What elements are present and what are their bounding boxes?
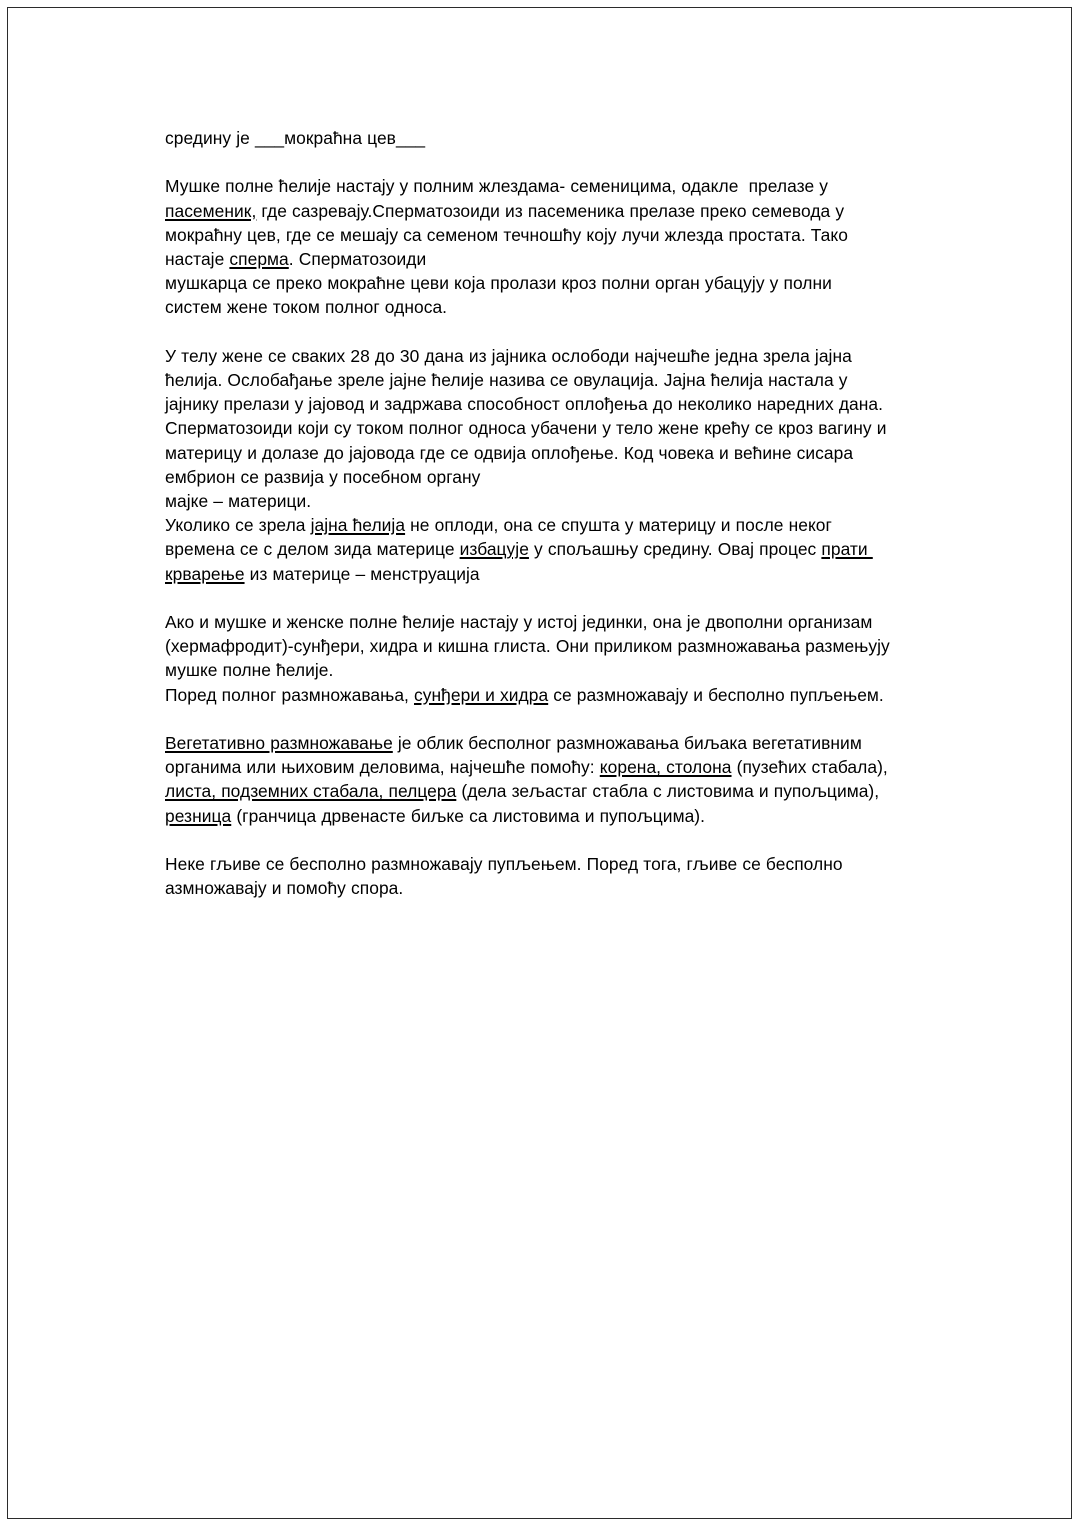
text-run: азмножавају и помоћу спора. bbox=[165, 878, 404, 899]
document-text-body bbox=[165, 126, 940, 900]
text-run: настаје bbox=[165, 249, 230, 269]
text-run: мајке – материци. bbox=[165, 491, 312, 512]
text-line bbox=[165, 416, 940, 440]
text-run: ћелија. Ослобађање зреле јајне ћелије назива се овулација. Јајна ћелија настала у bbox=[165, 370, 848, 390]
text-line bbox=[165, 562, 940, 586]
paragraph-hermaphrodites bbox=[165, 610, 940, 707]
text-line bbox=[165, 683, 940, 707]
text-run: из материце – менструација bbox=[244, 563, 480, 584]
text-line bbox=[165, 392, 940, 416]
text-run: Ако и мушке и женске полне ћелије настају у истој јединки, она је двополни организам bbox=[165, 612, 873, 633]
paragraph-fungi-reproduction bbox=[165, 852, 940, 900]
text-run: мушке полне ћелије. bbox=[165, 660, 334, 681]
text-run: у спољашњу средину. Овај процес bbox=[528, 539, 822, 560]
text-run: (хермафродит)-сунђери, хидра и кишна глиста. Они приликом размножавања размењују bbox=[165, 636, 890, 657]
underlined-term: крварење bbox=[165, 563, 245, 584]
text-run: мушкарца се преко мокраћне цеви која пролази кроз полни орган убацују у полни bbox=[165, 273, 832, 294]
text-run: систем жене током полног односа. bbox=[165, 297, 448, 318]
text-run: (дела зељастаг стабла с листовима и пупољцима), bbox=[456, 781, 880, 802]
text-run: органима или њиховим деловима, најчешће помоћу: bbox=[165, 757, 600, 778]
paragraph-female-cycle-and-fertilization bbox=[165, 344, 940, 586]
text-line bbox=[165, 779, 940, 803]
text-run: времена се с делом зида материце bbox=[165, 539, 460, 560]
text-run: (пузећих стабала), bbox=[731, 757, 888, 778]
underlined-term: пасеменик, bbox=[165, 200, 257, 221]
text-line bbox=[165, 247, 940, 271]
text-line bbox=[165, 755, 940, 779]
document-page bbox=[7, 7, 1072, 1519]
text-line bbox=[165, 610, 940, 634]
text-line bbox=[165, 199, 940, 223]
text-line bbox=[165, 344, 940, 368]
text-run: јајнику прелази у јајовод и задржава способност оплођења до неколико наредних дана. bbox=[165, 394, 883, 415]
text-run: Мушке полне ћелије настају у полним жлездама- семеницима, одакле прелазе у bbox=[165, 176, 829, 197]
underlined-term: корена, столона bbox=[599, 757, 732, 778]
text-run: Неке гљиве се бесполно размножавају пупљењем. Поред тога, гљиве се бесполно bbox=[165, 854, 843, 875]
text-run: У телу жене се сваких 28 до 30 дана из јајника ослободи најчешће једна зрела јајна bbox=[165, 345, 852, 366]
text-run: материцу и долазе до јајовода где се одвија оплођење. Код човека и већине сисара bbox=[165, 442, 854, 463]
text-line bbox=[165, 731, 940, 755]
underlined-term: јајна ћелија bbox=[310, 515, 406, 536]
text-run: . Сперматозоиди bbox=[288, 249, 427, 269]
text-line bbox=[165, 465, 940, 489]
text-run: је облик бесполног размножавања биљака вегетативним bbox=[392, 733, 862, 754]
text-run: ембрион се развија у посебном органу bbox=[165, 466, 481, 487]
underlined-term: сунђери и хидра bbox=[414, 684, 549, 705]
text-run: Уколико се зрела bbox=[165, 515, 311, 536]
underlined-term: резница bbox=[165, 805, 232, 826]
text-line bbox=[165, 658, 940, 682]
text-line bbox=[165, 126, 940, 150]
text-line bbox=[165, 852, 940, 876]
text-line bbox=[165, 271, 940, 295]
text-run: (гранчица дрвенасте биљке са листовима и пупољцима). bbox=[231, 805, 706, 826]
underlined-term: избацује bbox=[459, 539, 529, 560]
text-run: се размножавају и бесполно пупљењем. bbox=[548, 684, 884, 705]
underlined-term: Вегетативно размножавање bbox=[165, 733, 393, 754]
text-line bbox=[165, 441, 940, 465]
underlined-term: прати bbox=[821, 539, 873, 560]
text-line bbox=[165, 295, 940, 319]
paragraph-vegetative-reproduction bbox=[165, 731, 940, 828]
text-run: где сазревају.Сперматозоиди из пасеменика прелазе преко семевода у bbox=[256, 200, 845, 221]
text-run: не оплоди, она се спушта у материцу и после неког bbox=[405, 515, 832, 536]
text-run: мокраћну цев, где се мешају са семеном течношћу коју лучи жлезда простата. Тако bbox=[165, 224, 848, 245]
text-line bbox=[165, 174, 940, 198]
paragraph-male-reproductive-cells bbox=[165, 174, 940, 319]
text-line bbox=[165, 634, 940, 658]
text-line bbox=[165, 804, 940, 828]
underlined-term: сперма bbox=[229, 249, 289, 269]
text-line bbox=[165, 537, 940, 561]
text-line bbox=[165, 368, 940, 392]
text-line bbox=[165, 513, 940, 537]
text-run: средину је ___мокраћна цев___ bbox=[165, 128, 426, 148]
text-run: Сперматозоиди који су током полног односа убачени у тело жене крећу се кроз вагину и bbox=[165, 418, 887, 439]
text-line bbox=[165, 876, 940, 900]
text-line bbox=[165, 489, 940, 513]
underlined-term: листа, подземних стабала, пелцера bbox=[165, 781, 457, 802]
text-run: Поред полног размножавања, bbox=[165, 684, 415, 705]
paragraph-fill-in-blank-line bbox=[165, 126, 940, 150]
text-line bbox=[165, 223, 940, 247]
